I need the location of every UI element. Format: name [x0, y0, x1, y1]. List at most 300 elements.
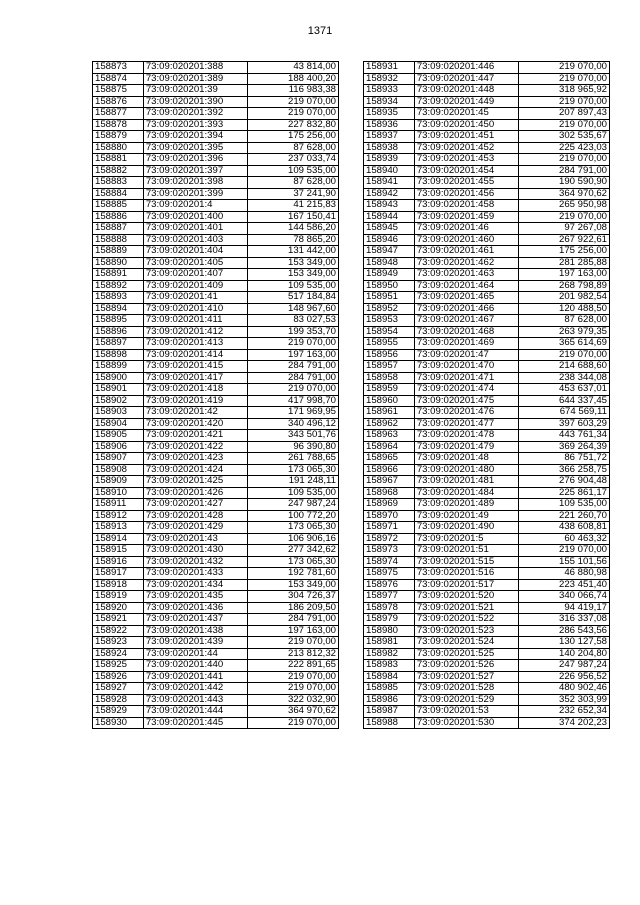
cadastral-number: 73:09:020201:476 — [414, 407, 518, 419]
table-row — [364, 257, 610, 269]
row-number: 158956 — [364, 349, 415, 361]
row-number: 158875 — [93, 85, 144, 97]
cadastral-value: 352 303,99 — [518, 694, 609, 706]
table-row — [364, 545, 610, 557]
table-row — [364, 694, 610, 706]
cadastral-value: 222 891,65 — [247, 660, 338, 672]
cadastral-number: 73:09:020201:456 — [414, 188, 518, 200]
row-number: 158928 — [93, 694, 144, 706]
cadastral-number: 73:09:020201:458 — [414, 200, 518, 212]
cadastral-number: 73:09:020201:441 — [143, 671, 247, 683]
table-row — [93, 706, 339, 718]
cadastral-number: 73:09:020201:443 — [143, 694, 247, 706]
row-number: 158884 — [93, 188, 144, 200]
cadastral-number: 73:09:020201:424 — [143, 464, 247, 476]
cadastral-value: 116 983,38 — [247, 85, 338, 97]
cadastral-number: 73:09:020201:403 — [143, 234, 247, 246]
cadastral-number: 73:09:020201:434 — [143, 579, 247, 591]
cadastral-number: 73:09:020201:528 — [414, 683, 518, 695]
cadastral-number: 73:09:020201:478 — [414, 430, 518, 442]
table-row — [93, 694, 339, 706]
cadastral-number: 73:09:020201:392 — [143, 108, 247, 120]
row-number: 158885 — [93, 200, 144, 212]
cadastral-value: 480 902,46 — [518, 683, 609, 695]
cadastral-value: 167 150,41 — [247, 211, 338, 223]
cadastral-value: 219 070,00 — [247, 671, 338, 683]
table-row — [364, 234, 610, 246]
cadastral-value: 155 101,56 — [518, 556, 609, 568]
cadastral-number: 73:09:020201:460 — [414, 234, 518, 246]
cadastral-value: 219 070,00 — [247, 683, 338, 695]
row-number: 158890 — [93, 257, 144, 269]
cadastral-value: 37 241,90 — [247, 188, 338, 200]
table-row — [364, 418, 610, 430]
row-number: 158971 — [364, 522, 415, 534]
cadastral-number: 73:09:020201:467 — [414, 315, 518, 327]
cadastral-value: 263 979,35 — [518, 326, 609, 338]
cadastral-number: 73:09:020201:490 — [414, 522, 518, 534]
table-row — [364, 280, 610, 292]
cadastral-value: 261 788,65 — [247, 453, 338, 465]
table-row — [93, 614, 339, 626]
cadastral-number: 73:09:020201:45 — [414, 108, 518, 120]
cadastral-value: 443 761,34 — [518, 430, 609, 442]
row-number: 158915 — [93, 545, 144, 557]
row-number: 158911 — [93, 499, 144, 511]
cadastral-value: 86 751,72 — [518, 453, 609, 465]
cadastral-number: 73:09:020201:432 — [143, 556, 247, 568]
row-number: 158986 — [364, 694, 415, 706]
table-row — [93, 292, 339, 304]
cadastral-number: 73:09:020201:400 — [143, 211, 247, 223]
cadastral-number: 73:09:020201:516 — [414, 568, 518, 580]
table-row — [364, 349, 610, 361]
table-row — [93, 338, 339, 350]
table-row — [93, 269, 339, 281]
table-row — [364, 188, 610, 200]
row-number: 158900 — [93, 372, 144, 384]
table-row — [364, 487, 610, 499]
row-number: 158934 — [364, 96, 415, 108]
cadastral-number: 73:09:020201:418 — [143, 384, 247, 396]
cadastral-value: 153 349,00 — [247, 257, 338, 269]
table-row — [364, 269, 610, 281]
row-number: 158899 — [93, 361, 144, 373]
cadastral-number: 73:09:020201:527 — [414, 671, 518, 683]
cadastral-value: 192 781,60 — [247, 568, 338, 580]
row-number: 158960 — [364, 395, 415, 407]
row-number: 158904 — [93, 418, 144, 430]
table-row — [364, 568, 610, 580]
row-number: 158906 — [93, 441, 144, 453]
cadastral-number: 73:09:020201:388 — [143, 62, 247, 74]
cadastral-number: 73:09:020201:529 — [414, 694, 518, 706]
cadastral-number: 73:09:020201:530 — [414, 717, 518, 729]
cadastral-number: 73:09:020201:459 — [414, 211, 518, 223]
cadastral-number: 73:09:020201:465 — [414, 292, 518, 304]
cadastral-number: 73:09:020201:464 — [414, 280, 518, 292]
table-row — [364, 614, 610, 626]
cadastral-value: 366 258,75 — [518, 464, 609, 476]
row-number: 158926 — [93, 671, 144, 683]
row-number: 158894 — [93, 303, 144, 315]
cadastral-number: 73:09:020201:524 — [414, 637, 518, 649]
cadastral-number: 73:09:020201:409 — [143, 280, 247, 292]
table-row — [93, 349, 339, 361]
cadastral-number: 73:09:020201:53 — [414, 706, 518, 718]
row-number: 158935 — [364, 108, 415, 120]
table-row — [93, 487, 339, 499]
cadastral-value: 247 987,24 — [247, 499, 338, 511]
cadastral-value: 304 726,37 — [247, 591, 338, 603]
row-number: 158940 — [364, 165, 415, 177]
row-number: 158954 — [364, 326, 415, 338]
cadastral-number: 73:09:020201:393 — [143, 119, 247, 131]
cadastral-value: 227 832,80 — [247, 119, 338, 131]
cadastral-number: 73:09:020201:395 — [143, 142, 247, 154]
table-row — [364, 177, 610, 189]
cadastral-value: 374 202,23 — [518, 717, 609, 729]
cadastral-value: 78 865,20 — [247, 234, 338, 246]
cadastral-number: 73:09:020201:397 — [143, 165, 247, 177]
row-number: 158972 — [364, 533, 415, 545]
cadastral-number: 73:09:020201:442 — [143, 683, 247, 695]
registry-table-right — [363, 61, 610, 729]
row-number: 158879 — [93, 131, 144, 143]
table-row — [93, 637, 339, 649]
cadastral-value: 94 419,17 — [518, 602, 609, 614]
cadastral-value: 219 070,00 — [247, 96, 338, 108]
row-number: 158930 — [93, 717, 144, 729]
cadastral-value: 219 070,00 — [247, 717, 338, 729]
table-row — [93, 211, 339, 223]
cadastral-number: 73:09:020201:454 — [414, 165, 518, 177]
row-number: 158901 — [93, 384, 144, 396]
cadastral-value: 43 814,00 — [247, 62, 338, 74]
cadastral-value: 83 027,53 — [247, 315, 338, 327]
cadastral-number: 73:09:020201:430 — [143, 545, 247, 557]
cadastral-value: 197 163,00 — [518, 269, 609, 281]
row-number: 158941 — [364, 177, 415, 189]
row-number: 158922 — [93, 625, 144, 637]
cadastral-value: 318 965,92 — [518, 85, 609, 97]
row-number: 158903 — [93, 407, 144, 419]
row-number: 158951 — [364, 292, 415, 304]
row-number: 158909 — [93, 476, 144, 488]
cadastral-number: 73:09:020201:412 — [143, 326, 247, 338]
cadastral-number: 73:09:020201:46 — [414, 223, 518, 235]
table-row — [364, 522, 610, 534]
cadastral-value: 219 070,00 — [518, 73, 609, 85]
row-number: 158883 — [93, 177, 144, 189]
cadastral-number: 73:09:020201:468 — [414, 326, 518, 338]
table-row — [93, 223, 339, 235]
table-row — [364, 579, 610, 591]
cadastral-number: 73:09:020201:41 — [143, 292, 247, 304]
cadastral-value: 365 614,69 — [518, 338, 609, 350]
cadastral-value: 219 070,00 — [518, 545, 609, 557]
cadastral-value: 644 337,45 — [518, 395, 609, 407]
table-row — [93, 315, 339, 327]
cadastral-value: 109 535,00 — [247, 487, 338, 499]
row-number: 158912 — [93, 510, 144, 522]
row-number: 158897 — [93, 338, 144, 350]
row-number: 158953 — [364, 315, 415, 327]
cadastral-number: 73:09:020201:396 — [143, 154, 247, 166]
table-row — [364, 315, 610, 327]
cadastral-number: 73:09:020201:481 — [414, 476, 518, 488]
cadastral-value: 100 772,20 — [247, 510, 338, 522]
row-number: 158938 — [364, 142, 415, 154]
table-row — [93, 131, 339, 143]
cadastral-value: 225 861,17 — [518, 487, 609, 499]
cadastral-number: 73:09:020201:449 — [414, 96, 518, 108]
table-row — [364, 246, 610, 258]
cadastral-number: 73:09:020201:474 — [414, 384, 518, 396]
cadastral-value: 232 652,34 — [518, 706, 609, 718]
cadastral-number: 73:09:020201:405 — [143, 257, 247, 269]
row-number: 158929 — [93, 706, 144, 718]
row-number: 158916 — [93, 556, 144, 568]
cadastral-value: 237 033,74 — [247, 154, 338, 166]
cadastral-number: 73:09:020201:419 — [143, 395, 247, 407]
row-number: 158924 — [93, 648, 144, 660]
row-number: 158898 — [93, 349, 144, 361]
row-number: 158931 — [364, 62, 415, 74]
cadastral-number: 73:09:020201:44 — [143, 648, 247, 660]
table-row — [364, 223, 610, 235]
table-row — [93, 361, 339, 373]
row-number: 158876 — [93, 96, 144, 108]
row-number: 158969 — [364, 499, 415, 511]
cadastral-number: 73:09:020201:447 — [414, 73, 518, 85]
cadastral-value: 199 353,70 — [247, 326, 338, 338]
cadastral-number: 73:09:020201:399 — [143, 188, 247, 200]
row-number: 158886 — [93, 211, 144, 223]
table-row — [364, 85, 610, 97]
cadastral-number: 73:09:020201:415 — [143, 361, 247, 373]
table-row — [93, 533, 339, 545]
cadastral-value: 284 791,00 — [247, 361, 338, 373]
cadastral-value: 140 204,80 — [518, 648, 609, 660]
cadastral-value: 109 535,00 — [247, 280, 338, 292]
cadastral-number: 73:09:020201:462 — [414, 257, 518, 269]
cadastral-number: 73:09:020201:422 — [143, 441, 247, 453]
table-row — [364, 407, 610, 419]
cadastral-value: 438 608,81 — [518, 522, 609, 534]
table-row — [364, 648, 610, 660]
table-row — [364, 211, 610, 223]
cadastral-number: 73:09:020201:394 — [143, 131, 247, 143]
cadastral-number: 73:09:020201:404 — [143, 246, 247, 258]
cadastral-value: 340 496,12 — [247, 418, 338, 430]
cadastral-value: 286 543,56 — [518, 625, 609, 637]
cadastral-value: 277 342,62 — [247, 545, 338, 557]
row-number: 158964 — [364, 441, 415, 453]
row-number: 158891 — [93, 269, 144, 281]
table-row — [93, 177, 339, 189]
table-row — [364, 119, 610, 131]
cadastral-number: 73:09:020201:421 — [143, 430, 247, 442]
row-number: 158962 — [364, 418, 415, 430]
row-number: 158957 — [364, 361, 415, 373]
cadastral-number: 73:09:020201:469 — [414, 338, 518, 350]
table-row — [364, 533, 610, 545]
table-row — [93, 142, 339, 154]
table-row — [93, 441, 339, 453]
row-number: 158952 — [364, 303, 415, 315]
cadastral-number: 73:09:020201:525 — [414, 648, 518, 660]
row-number: 158965 — [364, 453, 415, 465]
table-row — [93, 200, 339, 212]
cadastral-value: 60 463,32 — [518, 533, 609, 545]
row-number: 158878 — [93, 119, 144, 131]
table-row — [93, 464, 339, 476]
cadastral-number: 73:09:020201:423 — [143, 453, 247, 465]
cadastral-value: 130 127,58 — [518, 637, 609, 649]
table-row — [93, 108, 339, 120]
row-number: 158946 — [364, 234, 415, 246]
table-row — [93, 165, 339, 177]
row-number: 158881 — [93, 154, 144, 166]
row-number: 158958 — [364, 372, 415, 384]
table-row — [364, 510, 610, 522]
cadastral-number: 73:09:020201:444 — [143, 706, 247, 718]
cadastral-value: 238 344,08 — [518, 372, 609, 384]
cadastral-number: 73:09:020201:47 — [414, 349, 518, 361]
cadastral-number: 73:09:020201:420 — [143, 418, 247, 430]
row-number: 158944 — [364, 211, 415, 223]
table-row — [93, 280, 339, 292]
table-row — [364, 73, 610, 85]
table-row — [93, 407, 339, 419]
cadastral-value: 109 535,00 — [247, 165, 338, 177]
cadastral-number: 73:09:020201:448 — [414, 85, 518, 97]
row-number: 158959 — [364, 384, 415, 396]
cadastral-value: 247 987,24 — [518, 660, 609, 672]
cadastral-value: 190 590,90 — [518, 177, 609, 189]
cadastral-number: 73:09:020201:521 — [414, 602, 518, 614]
cadastral-value: 267 922,61 — [518, 234, 609, 246]
row-number: 158983 — [364, 660, 415, 672]
row-number: 158889 — [93, 246, 144, 258]
row-number: 158987 — [364, 706, 415, 718]
cadastral-number: 73:09:020201:414 — [143, 349, 247, 361]
cadastral-value: 201 982,54 — [518, 292, 609, 304]
cadastral-value: 517 184,84 — [247, 292, 338, 304]
row-number: 158937 — [364, 131, 415, 143]
row-number: 158981 — [364, 637, 415, 649]
cadastral-value: 225 423,03 — [518, 142, 609, 154]
table-row — [364, 384, 610, 396]
page-number: 1371 — [307, 25, 333, 37]
row-number: 158950 — [364, 280, 415, 292]
cadastral-number: 73:09:020201:445 — [143, 717, 247, 729]
cadastral-number: 73:09:020201:413 — [143, 338, 247, 350]
table-row — [364, 671, 610, 683]
cadastral-value: 343 501,76 — [247, 430, 338, 442]
row-number: 158895 — [93, 315, 144, 327]
cadastral-number: 73:09:020201:42 — [143, 407, 247, 419]
table-row — [93, 62, 339, 74]
cadastral-value: 197 163,00 — [247, 625, 338, 637]
cadastral-number: 73:09:020201:475 — [414, 395, 518, 407]
cadastral-value: 284 791,00 — [247, 372, 338, 384]
cadastral-value: 219 070,00 — [247, 637, 338, 649]
table-row — [364, 441, 610, 453]
cadastral-number: 73:09:020201:438 — [143, 625, 247, 637]
cadastral-number: 73:09:020201:515 — [414, 556, 518, 568]
table-row — [364, 453, 610, 465]
table-row — [364, 326, 610, 338]
cadastral-value: 219 070,00 — [518, 62, 609, 74]
cadastral-value: 276 904,48 — [518, 476, 609, 488]
table-row — [93, 683, 339, 695]
row-number: 158985 — [364, 683, 415, 695]
table-row — [93, 545, 339, 557]
table-row — [93, 73, 339, 85]
row-number: 158887 — [93, 223, 144, 235]
cadastral-value: 175 256,00 — [247, 131, 338, 143]
table-row — [93, 476, 339, 488]
cadastral-value: 106 906,16 — [247, 533, 338, 545]
cadastral-value: 153 349,00 — [247, 579, 338, 591]
cadastral-number: 73:09:020201:401 — [143, 223, 247, 235]
row-number: 158974 — [364, 556, 415, 568]
table-row — [364, 683, 610, 695]
row-number: 158902 — [93, 395, 144, 407]
row-number: 158925 — [93, 660, 144, 672]
row-number: 158873 — [93, 62, 144, 74]
cadastral-value: 188 400,20 — [247, 73, 338, 85]
table-row — [364, 131, 610, 143]
cadastral-number: 73:09:020201:407 — [143, 269, 247, 281]
table-row — [364, 499, 610, 511]
row-number: 158943 — [364, 200, 415, 212]
cadastral-number: 73:09:020201:411 — [143, 315, 247, 327]
row-number: 158982 — [364, 648, 415, 660]
cadastral-value: 173 065,30 — [247, 464, 338, 476]
table-row — [93, 303, 339, 315]
cadastral-value: 97 267,08 — [518, 223, 609, 235]
cadastral-value: 219 070,00 — [518, 211, 609, 223]
cadastral-number: 73:09:020201:453 — [414, 154, 518, 166]
row-number: 158963 — [364, 430, 415, 442]
cadastral-number: 73:09:020201:425 — [143, 476, 247, 488]
row-number: 158933 — [364, 85, 415, 97]
cadastral-number: 73:09:020201:479 — [414, 441, 518, 453]
row-number: 158939 — [364, 154, 415, 166]
row-number: 158907 — [93, 453, 144, 465]
row-number: 158918 — [93, 579, 144, 591]
cadastral-value: 41 215,83 — [247, 200, 338, 212]
table-row — [364, 395, 610, 407]
cadastral-number: 73:09:020201:51 — [414, 545, 518, 557]
table-row — [93, 660, 339, 672]
cadastral-number: 73:09:020201:463 — [414, 269, 518, 281]
cadastral-value: 219 070,00 — [518, 349, 609, 361]
cadastral-value: 674 569,11 — [518, 407, 609, 419]
cadastral-value: 144 586,20 — [247, 223, 338, 235]
cadastral-value: 153 349,00 — [247, 269, 338, 281]
table-row — [93, 234, 339, 246]
row-number: 158948 — [364, 257, 415, 269]
cadastral-number: 73:09:020201:43 — [143, 533, 247, 545]
row-number: 158967 — [364, 476, 415, 488]
table-row — [364, 706, 610, 718]
row-number: 158908 — [93, 464, 144, 476]
cadastral-number: 73:09:020201:439 — [143, 637, 247, 649]
